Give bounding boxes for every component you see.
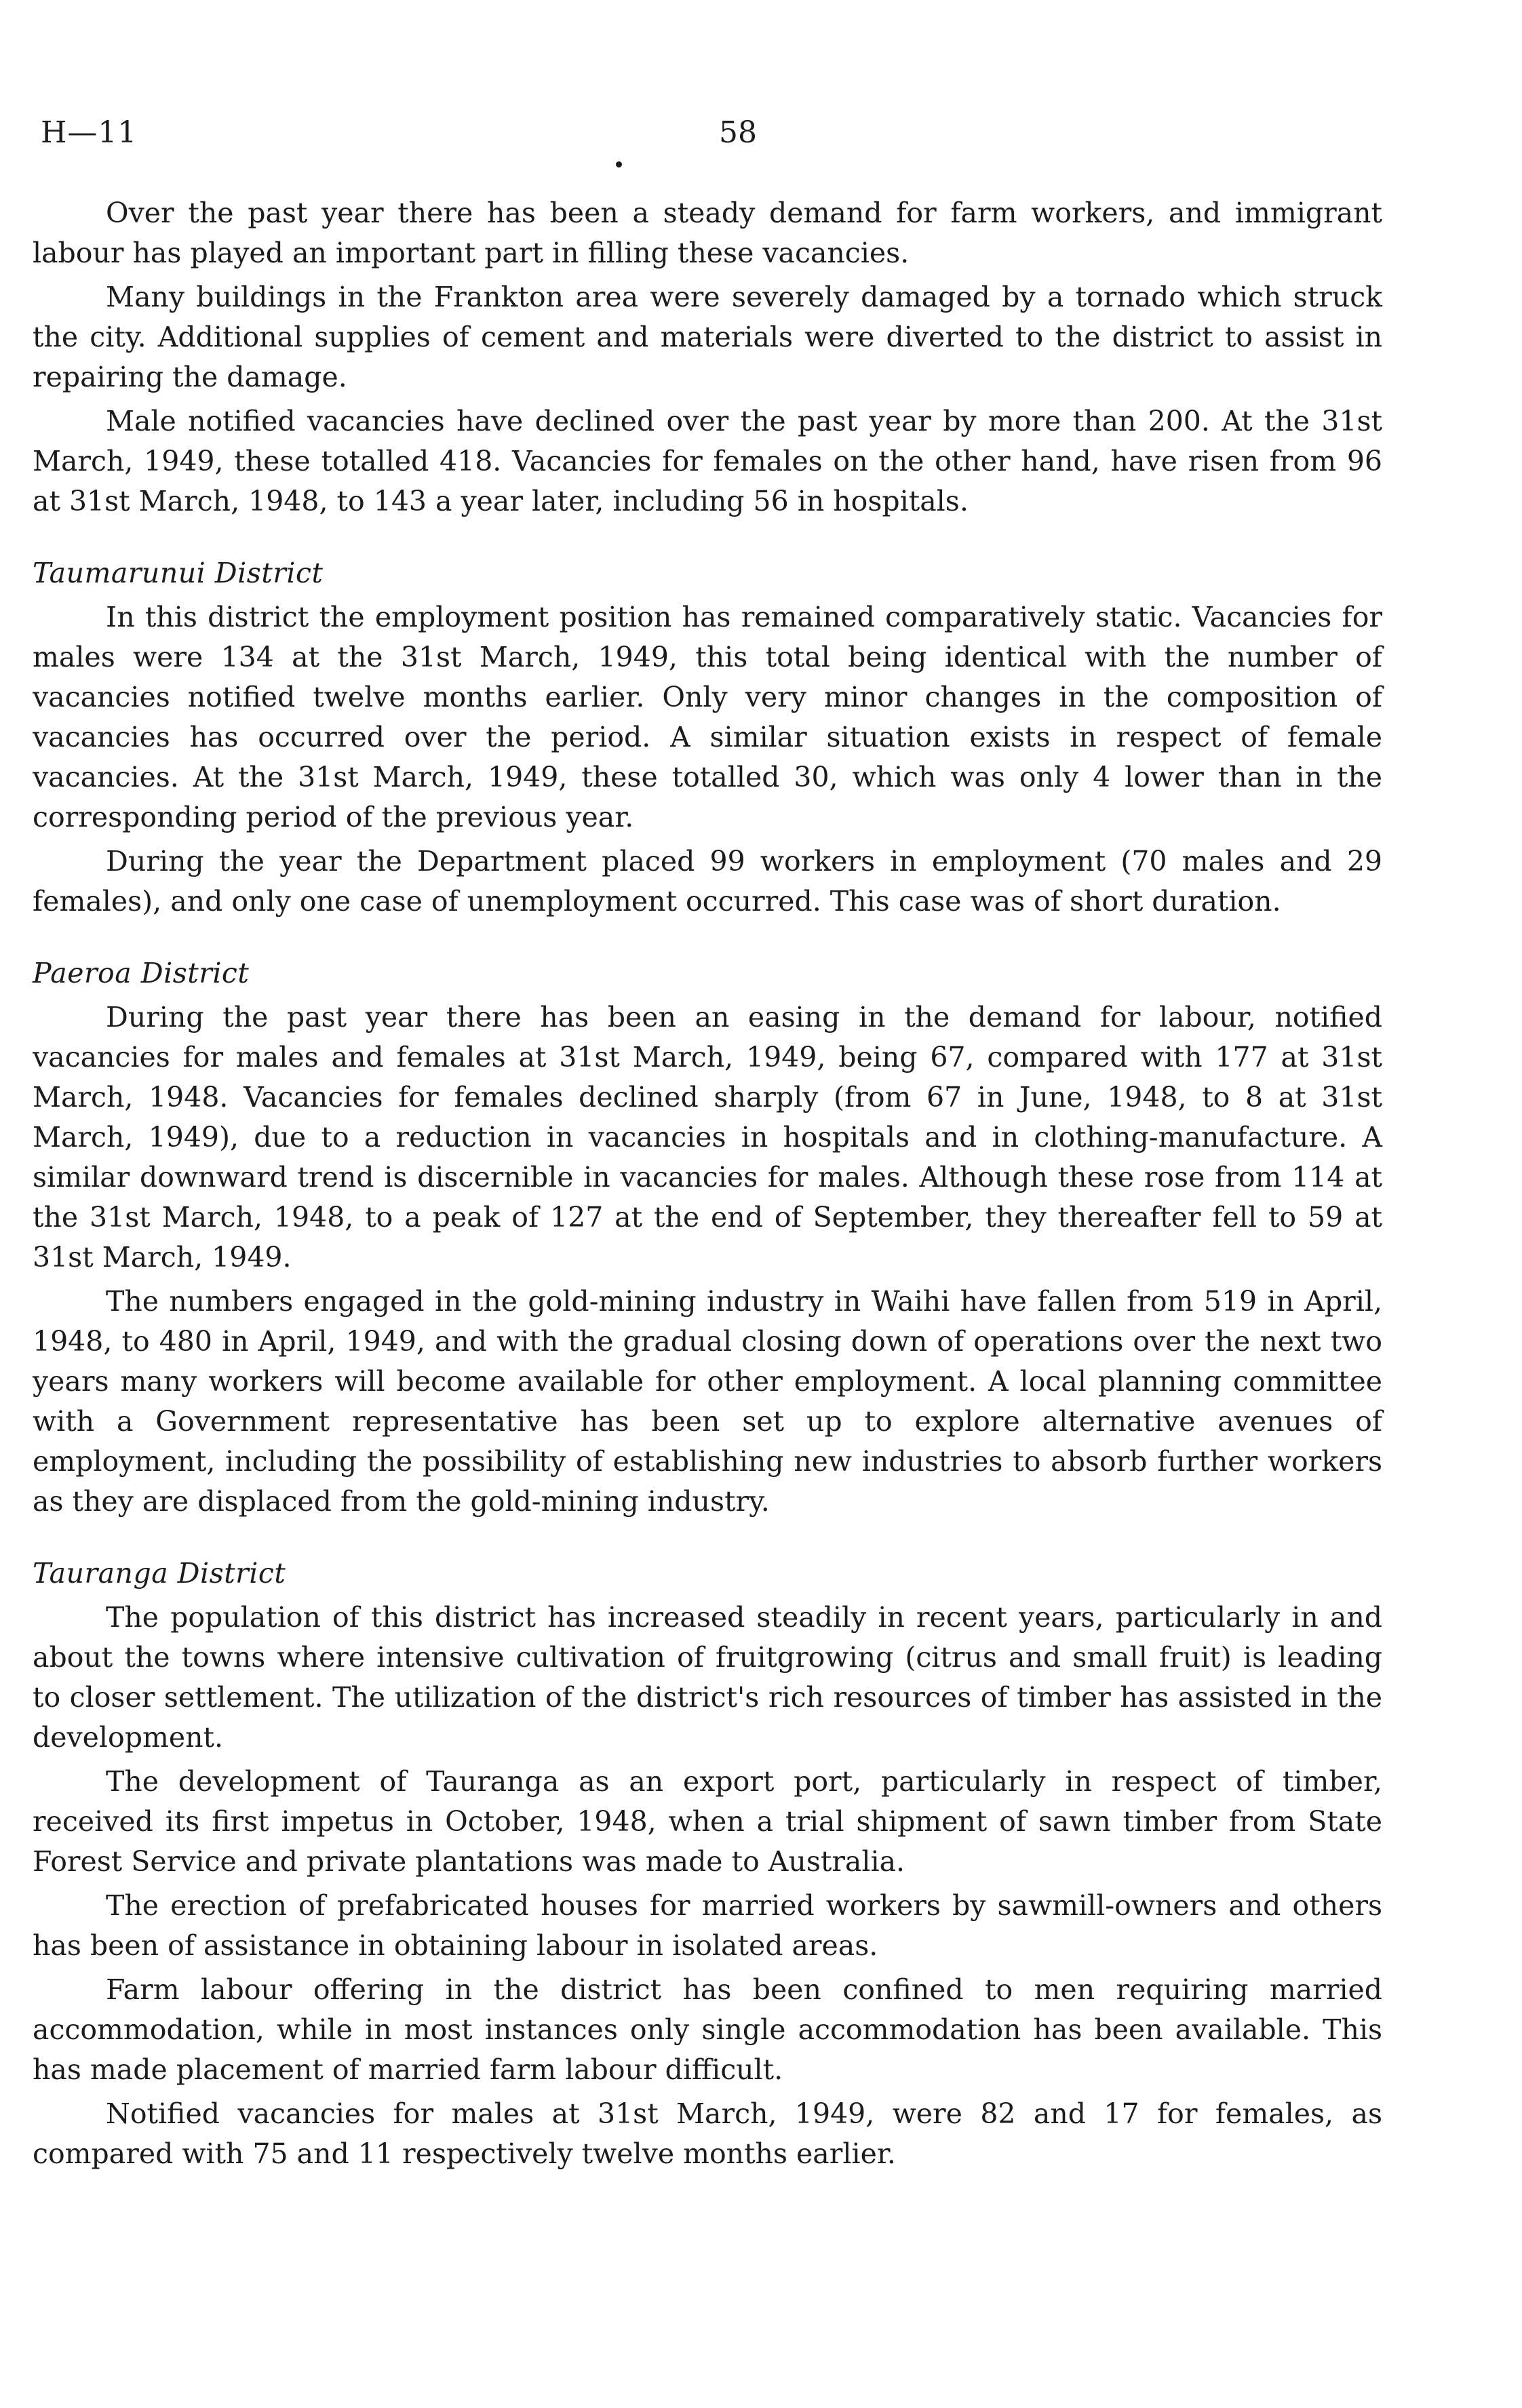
paragraph: Male notified vacancies have declined over the past year by more than 200. At the 31st March, 1949, these totalled 418. Vacancies for females on the other hand, have risen from 96 at 31st March, 1948, to 143 a year later, including 56 in hospitals.	[33, 405, 1382, 517]
paragraph: During the year the Department placed 99 workers in employment (70 males and 29 females), and only one case of unemployment occurred. This case was of short duration.	[33, 845, 1382, 917]
paragraph: The numbers engaged in the gold-mining industry in Waihi have fallen from 519 in April, 1948, to 480 in April, 1949, and with the gradual closing down of operations over the next two years many workers will become available for other employment. A local planning committee with a Government representative has been set up to explore alternative avenues of employment, including the possibility of establishing new industries to absorb further workers as they are displaced from the gold-mining industry.	[33, 1285, 1382, 1518]
section-heading: Taumarunui District	[33, 557, 324, 589]
print-mark-dot	[616, 161, 622, 167]
intro-section	[33, 193, 1382, 521]
paragraph: The population of this district has increased steadily in recent years, particularly in and about the towns where intensive cultivation of fruitgrowing (citrus and small fruit) is leading to closer settlement. The utilization of the district's rich resources of timber has assisted in the development.	[33, 1601, 1382, 1754]
section-heading: Paeroa District	[33, 957, 250, 989]
report-reference: H—11	[41, 115, 138, 150]
paragraph: Over the past year there has been a steady demand for farm workers, and immigrant labour has played an important part in filling these vacancies.	[33, 197, 1382, 269]
section-taumarunui	[33, 557, 1382, 922]
paragraph: Farm labour offering in the district has been confined to men requiring married accommodation, while in most instances only single accommodation has been available. This has made placement of married farm labour difficult.	[33, 1973, 1382, 2086]
section-tauranga	[33, 1557, 1382, 2174]
paragraph: In this district the employment position has remained comparatively static. Vacancies for males were 134 at the 31st March, 1949, this total being identical with the number of vacancies notified twelve months earlier. Only very minor changes in the composition of vacancies has occurred over the period. A similar situation exists in respect of female vacancies. At the 31st March, 1949, these totalled 30, which was only 4 lower than in the corresponding period of the previous year.	[33, 601, 1382, 833]
paragraph: The erection of prefabricated houses for married workers by sawmill-owners and others has been of assistance in obtaining labour in isolated areas.	[33, 1889, 1382, 1962]
paragraph: The development of Tauranga as an export port, particularly in respect of timber, received its first impetus in October, 1948, when a trial shipment of sawn timber from State Forest Service and private plantations was made to Australia.	[33, 1765, 1382, 1878]
paragraph: During the past year there has been an easing in the demand for labour, notified vacancies for males and females at 31st March, 1949, being 67, compared with 177 at 31st March, 1948. Vacancies for females declined sharply (from 67 in June, 1948, to 8 at 31st March, 1949), due to a reduction in vacancies in hospitals and in clothing-manufacture. A similar downward trend is discernible in vacancies for males. Although these rose from 114 at the 31st March, 1948, to a peak of 127 at the end of September, they thereafter fell to 59 at 31st March, 1949.	[33, 1001, 1382, 1274]
section-heading: Tauranga District	[33, 1557, 286, 1590]
paragraph: Notified vacancies for males at 31st March, 1949, were 82 and 17 for females, as compared with 75 and 11 respectively twelve months earlier.	[33, 2097, 1382, 2170]
page-number: 58	[719, 115, 757, 150]
paragraph: Many buildings in the Frankton area were severely damaged by a tornado which struck the city. Additional supplies of cement and materials were diverted to the district to assist in repairing the damage.	[33, 281, 1382, 393]
section-paeroa	[33, 957, 1382, 1522]
page-body	[33, 193, 1382, 2178]
page-header	[41, 115, 1397, 163]
